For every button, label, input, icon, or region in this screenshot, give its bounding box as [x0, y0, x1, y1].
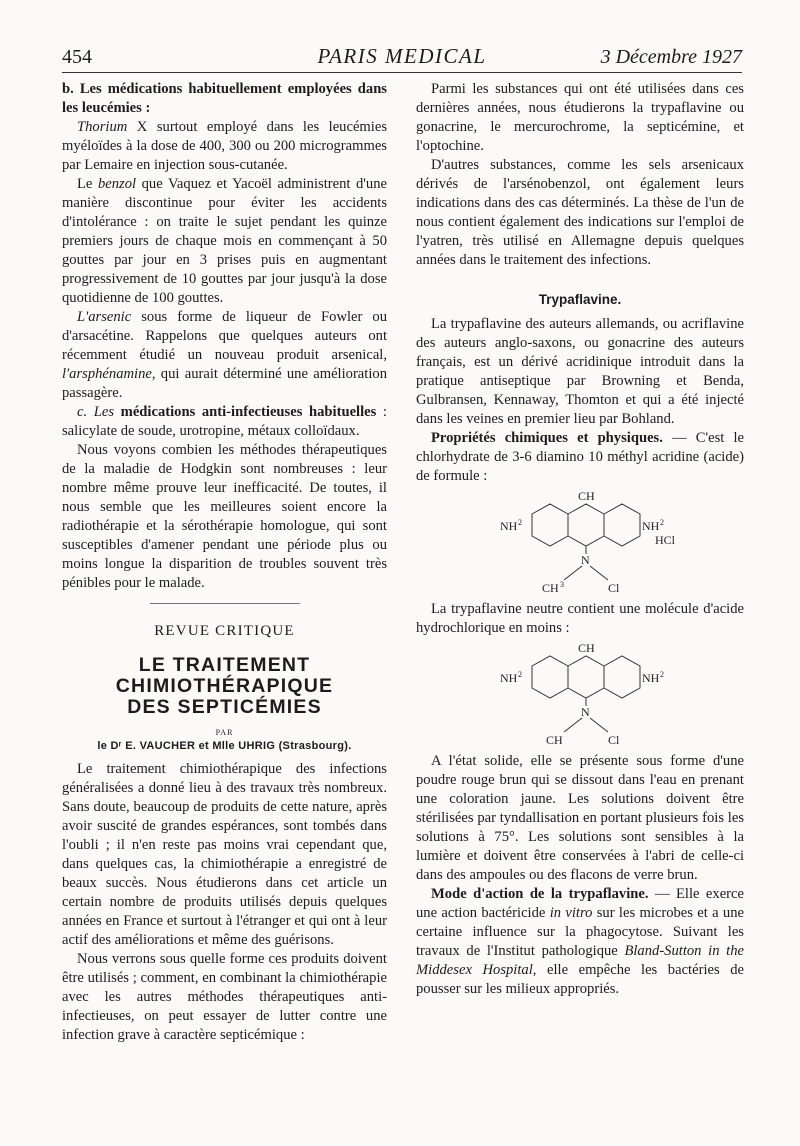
paragraph-autres: D'autres substances, comme les sels arsenicaux dérivés de l'arsénobenzol, ont également leurs indications dans des cas déterminés. La thèse de l'un de nous contient également des indications sur l'emploi de l'yatren, très utilisé en Allemagne depuis quelques années dans le traitement des infections. — [416, 157, 744, 268]
thorium-term: Thorium — [77, 119, 128, 135]
arsphenamine-term: l'arsphénamine — [62, 366, 152, 382]
arsenic-text-end: , qui aurait déterminé une amélioration passagère. — [62, 366, 387, 401]
f1-ch-top: CH — [578, 489, 595, 503]
trypaflavine-heading: Trypaflavine. — [538, 292, 622, 307]
arsenic-term: L'arsenic — [77, 309, 132, 325]
mode-action-label: Mode d'action de la trypaflavine. — [431, 886, 649, 902]
section-divider — [150, 603, 300, 604]
benzol-lead: Le — [77, 176, 98, 192]
f2-ch-top: CH — [578, 641, 595, 655]
arsenic-text: sous forme de liqueur de Fowler ou d'arsacétine. Rappelons que quelques auteurs ont récemment étudié un nouveau produit arsenical, — [62, 309, 387, 363]
f1-cl: Cl — [608, 581, 620, 595]
proprietes-text: — C'est le chlorhydrate de 3-6 diamino 10 méthyl acridine (acide) de formule : — [416, 430, 744, 484]
article-title-line-1: LE TRAITEMENT — [138, 654, 311, 676]
institute-name: Bland-Sutton in the Middesex Hospital — [416, 943, 744, 978]
right-column — [416, 80, 744, 999]
thorium-text: X surtout employé dans les leucémies myéloïdes à la dose de 400, 300 ou 200 microgrammes par Lemaire en injection sous-cutanée. — [62, 119, 387, 173]
f1-nh-left: NH — [500, 519, 518, 533]
f2-ch: CH — [546, 733, 563, 747]
heading-c-lead: c. Les — [77, 404, 121, 420]
formula-trypaflavine — [480, 488, 680, 598]
paragraph-mode-action — [416, 885, 744, 999]
article-authors: le Dʳ E. VAUCHER et Mlle UHRIG (Strasbourg). — [97, 740, 352, 752]
heading-c-text: : salicylate de soude, urotropine, métaux colloïdaux. — [62, 404, 387, 439]
paragraph-parmi: Parmi les substances qui ont été utilisées dans ces dernières années, nous étudierons la trypaflavine ou gonacrine, le mercurochrome, la septicémine, et l'optochine. — [416, 81, 744, 154]
journal-title: PARIS MEDICAL — [317, 44, 487, 68]
article-title-line-3: DES SEPTICÉMIES — [127, 696, 322, 718]
f2-nh-left-sup: 2 — [518, 670, 522, 679]
paragraph-thorium — [62, 118, 387, 175]
f1-hcl: HCl — [655, 533, 676, 547]
benzol-text: que Vaquez et Yacoël administrent d'une manière discontinue pour éviter les accidents d'intolérance : on traite le sujet pendant les quinze premiers jours de chaque mois en commençant à 50 gouttes par jour en 3 prises puis en augmentant progressivement de 10 gouttes par jour jusqu'à la dose quotidienne de 100 gouttes. — [62, 176, 388, 306]
f1-n: N — [581, 553, 590, 567]
heading-c-bold: médications anti-infectieuses habituelles — [120, 404, 377, 420]
header-rule — [62, 72, 742, 73]
in-vitro-term: in vitro — [549, 905, 593, 921]
f2-nh-left: NH — [500, 671, 518, 685]
f1-nh-left-sup: 2 — [518, 518, 522, 527]
heading-c — [62, 403, 387, 441]
f1-ch3-sup: 3 — [560, 580, 564, 589]
mode-action-text-b: sur les microbes et a une certaine influence sur la phagocytose. Suivant les travaux de l'Institut pathologique — [416, 905, 744, 959]
mode-action-text-a: — Elle exerce une action bactéricide — [416, 886, 744, 921]
heading-b: b. Les médications habituellement employées dans les leucémies : — [62, 81, 387, 116]
mode-action-text-c: , elle empêche les bactéries de pousser sur les milieux appropriés. — [416, 962, 744, 997]
left-column — [62, 80, 387, 1045]
formula-trypaflavine-neutre — [480, 640, 680, 750]
f2-nh-right: NH — [642, 671, 660, 685]
section-label: REVUE CRITIQUE — [154, 623, 295, 639]
f2-n: N — [581, 705, 590, 719]
paragraph-proprietes — [416, 429, 744, 486]
benzol-term: benzol — [97, 176, 137, 192]
paragraph-trypaflavine: La trypaflavine des auteurs allemands, ou acriflavine des auteurs anglo-saxons, ou gonacrine des auteurs français, est un dérivé acridinique introduit dans la pratique antiseptique par Browning et Benda, Gulbransen, Kennaway, Thomton et qui a été injecté dans les veines en premier lieu par Bohland. — [416, 316, 744, 427]
f2-nh-right-sup: 2 — [660, 670, 664, 679]
paragraph-intro: Le traitement chimiothérapique des infections généralisées a donné lieu à des travaux très nombreux. Sans doute, beaucoup de produits de cette nature, après avoir suscité de grandes espérances, sont tombés dans l'oubli ; il n'en reste pas moins vrai cependant que, dans quelques cas, la chimiothérapie a enregistré de beaux succès. Nous étudierons dans cet article un certain nombre de produits utilisés depuis quelques années en France et surtout à l'étranger et qui ont à leur actif des améliorations et même des guérisons. — [62, 761, 387, 948]
f2-cl: Cl — [608, 733, 620, 747]
paragraph-nous-verrons: Nous verrons sous quelle forme ces produits doivent être utilisés ; comment, en combinant la chimiothérapie avec les autres méthodes thérapeutiques anti-infectieuses, on peut essayer de lutter contre une infection grave à caractère septicémique : — [62, 951, 387, 1043]
article-title-line-2: CHIMIOTHÉRAPIQUE — [115, 675, 334, 697]
paragraph-etat-solide: A l'état solide, elle se présente sous forme d'une poudre rouge brun qui se dissout dans l'eau en prenant une coloration jaune. Les solutions doivent être stérilisées par tyndallisation en portant plusieurs fois les solutions à 75°. Les solutions sont sensibles à la lumière et doivent être conservées à l'abri de celle-ci dans des ampoules ou des flacons de verre brun. — [416, 753, 744, 883]
paragraph-nous-voyons: Nous voyons combien les méthodes thérapeutiques de la maladie de Hodgkin sont nombreuses : leur nombre même prouve leur inefficacité. De toutes, il nous semble que les meilleures soient encore la radiothérapie et la sérothérapie homologue, qui sont susceptibles d'amener pendant une période plus ou moins longue la disparition de troubles souvent très pénibles pour le malade. — [62, 442, 387, 591]
paragraph-neutre: La trypaflavine neutre contient une molécule d'acide hydrochlorique en moins : — [416, 601, 744, 636]
f1-nh-right-sup: 2 — [660, 518, 664, 527]
page-header — [62, 44, 742, 70]
paragraph-benzol — [62, 175, 387, 308]
f1-ch3: CH — [542, 581, 559, 595]
proprietes-label: Propriétés chimiques et physiques. — [431, 430, 663, 446]
byline-par: PAR — [215, 728, 234, 737]
page-number: 454 — [62, 46, 92, 68]
issue-date: 3 Décembre 1927 — [600, 46, 742, 68]
f1-nh-right: NH — [642, 519, 660, 533]
paragraph-arsenic — [62, 308, 387, 403]
